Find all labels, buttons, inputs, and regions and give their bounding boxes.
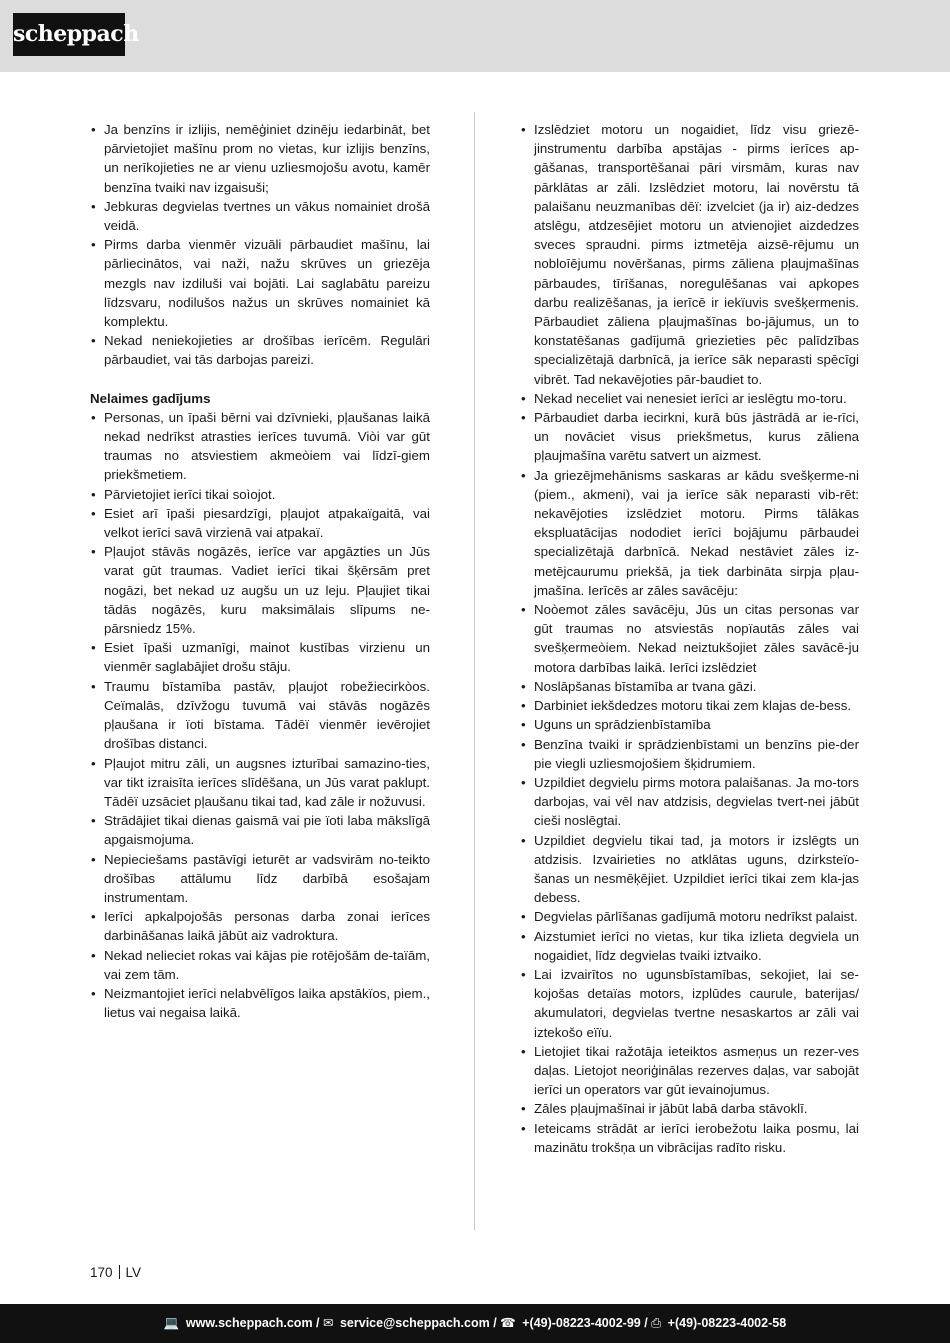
list-item: • Darbiniet iekšdedzes motoru tikai zem klajas de-bess. (520, 696, 859, 715)
page-number (90, 1265, 141, 1280)
computer-icon: 💻 (163, 1316, 180, 1330)
list-item: • Izslēdziet motoru un nogaidiet, līdz visu griezē-jinstrumentu darbība apstājas - pirms ierīces ap-gāšanas, transportēšanai pāri virsmām, kuras nav pārklātas ar zāli. Izslēdziet motoru, lai novērstu tā palaišanu neuzmanības dēï: izvelciet (ja ir) aiz-dedzes atslēgu, atdzesējiet motoru un atvienojiet aizdedzes sveces spraudni. pirms iztmetēja aizsē-rējumu un noblоīējumu novēršanas, pirms zāliena pļaujmašīnas pārbaudes, tīrīšanas, noregulēšanas vai apkopes darbu realizēšanas, ja ierīcē ir iekïuvis svešķermenis. Pārbaudiet zāliena pļaujmašīnas bo-jājumus, un to konstatēšanas gadījumā griezieties pēc palīdzības specializētajā darbnīcā, ja ierīce sāk neparasti spēcīgi vibrēt. Tad nekavējoties pār-baudiet to. (520, 120, 859, 389)
list-item: • Noslāpšanas bīstamība ar tvana gāzi. (520, 677, 859, 696)
list-item: • Uguns un sprādzienbīstamība (520, 715, 859, 734)
list-item: • Pārvietojiet ierīci tikai soìojot. (90, 485, 430, 504)
list-item: • Pārbaudiet darba iecirkni, kurā būs jāstrādā ar ie-rīci, un novāciet visus priekšmetus, kurus zāliena pļaujmašīna varētu satvert un aizmest. (520, 408, 859, 466)
safety-list-top (90, 120, 430, 370)
page-number-value: 170 (90, 1265, 113, 1280)
list-item: • Lietojiet tikai ražotāja ieteiktos asmeņus un rezer-ves daļas. Lietojot neoriģinālas rezerves daļas, var sabojāt ierīci un operators var gūt ievainojumus. (520, 1042, 859, 1100)
page-number-separator (119, 1265, 120, 1279)
list-item: • Benzīna tvaiki ir sprādzienbīstami un benzīns pie-der pie viegli uzliesmojošiem šķidrumiem. (520, 735, 859, 773)
footer-phone: +(49)-08223-4002-99 / (522, 1316, 648, 1330)
left-column (90, 120, 430, 1022)
footer-bar (0, 1304, 950, 1343)
safety-list-right (520, 120, 859, 1157)
list-item: • Nepieciešams pastāvīgi ieturēt ar vadsvirām no-teikto drošības attālumu līdz darbībā esošajam instrumentam. (90, 850, 430, 908)
list-item: • Nekad nelieciet rokas vai kājas pie rotējošām de-taïām, vai zem tām. (90, 946, 430, 984)
list-item: • Aizstumiet ierīci no vietas, kur tika izlieta degviela un nogaidiet, līdz degvielas tvaiki iztvaiko. (520, 927, 859, 965)
footer-website[interactable]: www.scheppach.com / (185, 1316, 320, 1330)
list-item: • Neizmantojiet ierīci nelabvēlīgos laika apstākïos, piem., lietus vai negaisa laikā. (90, 984, 430, 1022)
right-column (520, 120, 859, 1157)
list-item: • Zāles pļaujmašīnai ir jābūt labā darba stāvoklī. (520, 1099, 859, 1118)
list-item: • Pļaujot mitru zāli, un augsnes izturībai samazino-ties, var tikt izraisīta ierīces slīdēšana, un Jūs varat paklupt. Tādēï uzsāciet pļaušanu tikai tad, kad zāle ir nožuvusi. (90, 754, 430, 812)
list-item: • Esiet īpaši uzmanīgi, mainot kustības virzienu un vienmēr saglabājiet drošu stāju. (90, 638, 430, 676)
header-bar (0, 0, 950, 72)
list-item: • Lai izvairītos no ugunsbīstamības, sekojiet, lai se-kojošas detaïas motors, izplūdes caurule, baterijas/ akumulatori, degvielas tvertne nesaskartos ar zāli vai iztekošo eïïu. (520, 965, 859, 1042)
footer-email[interactable]: service@scheppach.com / (339, 1316, 497, 1330)
list-item: • Noòemot zāles savācēju, Jūs un citas personas var gūt traumas no atsviestās nopïautās zāles vai svešķermeòiem. Nekad neiztukšojiet zāles savācē-ju motora darbības laikā. Ierīci izslēdziet (520, 600, 859, 677)
column-divider (474, 112, 475, 1230)
list-item: • Pirms darba vienmēr vizuāli pārbaudiet mašīnu, lai pārliecinātos, vai naži, nažu skrūves un griezēja mezgls nav izdiluši vai bojāti. Lai saglabātu pareizu līdzsvaru, nodilušos nažus un skrūves nomainiet kā komplektu. (90, 235, 430, 331)
list-item: • Uzpildiet degvielu tikai tad, ja motors ir izslēgts un atdzisis. Izvairieties no atklātas uguns, dzirksteïo-šanas un nesmēķējiet. Uzpildiet ierīci tikai zem kla-jas debess. (520, 831, 859, 908)
list-item: • Esiet arī īpaši piesardzīgi, pļaujot atpakaïgaitā, vai velkot ierīci savā virzienā vai atpakaï. (90, 504, 430, 542)
page-language: LV (125, 1265, 142, 1280)
mail-icon: ✉ (323, 1316, 334, 1330)
footer-fax: +(49)-08223-4002-58 (667, 1316, 787, 1330)
list-item: • Traumu bīstamība pastāv, pļaujot robežiecirkòos. Ceïmalās, dzīvžogu tuvumā vai stāvās nogāzēs pļaušana ir ïoti bīstama. Tādēï vienmēr ievērojiet drošības distanci. (90, 677, 430, 754)
list-item: • Pļaujot stāvās nogāzēs, ierīce var apgāzties un Jūs varat gūt traumas. Vadiet ierīci tikai šķērsām pret nogāzi, bet nekad uz augšu un uz leju. Pļaujiet tikai tādās nogāzēs, kuru maksimālais slīpums ne-pārsniedz 15%. (90, 542, 430, 638)
list-item: • Uzpildiet degvielu pirms motora palaišanas. Ja mo-tors darbojas, vai vēl nav atdzisis, degvielas tvert-nei jābūt cieši noslēgtai. (520, 773, 859, 831)
safety-list-accident (90, 408, 430, 1023)
list-item: • Ierīci apkalpojošās personas darba zonai ierīces darbināšanas laikā jābūt aiz vadrokturа. (90, 907, 430, 945)
phone-icon: ☎ (500, 1316, 516, 1330)
list-item: • Nekad neceliet vai nenesiet ierīci ar ieslēgtu mo-toru. (520, 389, 859, 408)
list-item: • Ieteicams strādāt ar ierīci ierobežotu laika posmu, lai mazinātu trokšņa un vibrācijas radīto risku. (520, 1119, 859, 1157)
fax-icon: ⎙ (651, 1316, 662, 1330)
list-item: • Personas, un īpaši bērni vai dzīvnieki, pļaušanas laikā nekad nedrīkst atrasties ierīces tuvumā. Viòi var gūt traumas no atsviestiem akmeòiem vai līdzī-giem priekšmetiem. (90, 408, 430, 485)
list-item: • Ja griezējmehānisms saskaras ar kādu svešķerme-ni (piem., akmeni), vai ja ierīce sāk neparasti vib-rēt: nekavējoties izslēdziet motoru. Pirms tālākas ekspluatācijas nododiet ierīci bojājumu pārbaudei specializētajā darbnīcā. Nekad nestāviet zāles iz-metējcaurumu priekšā, ja tiek darbināta sirpja pļau-jmašīna. Ierīcēs ar zāles savācēju: (520, 466, 859, 600)
list-item: • Nekad neniekojieties ar drošības ierīcēm. Regulāri pārbaudiet, vai tās darbojas pareizi. (90, 331, 430, 369)
list-item: • Jebkuras degvielas tvertnes un vākus nomainiet drošā veidā. (90, 197, 430, 235)
brand-logo: scheppach (13, 13, 125, 56)
list-item: • Ja benzīns ir izlijis, nemēģiniet dzinēju iedarbināt, bet pārvietojiet mašīnu prom no vietas, kur izlijis benzīns, un nerīkojieties ne ar vienu uzliesmojošu avotu, kamēr benzīna tvaiki nav izgaisuši; (90, 120, 430, 197)
list-item: • Degvielas pārlīšanas gadījumā motoru nedrīkst palaist. (520, 907, 859, 926)
list-item: • Strādājiet tikai dienas gaismā vai pie ïoti laba mākslīgā apgaismojuma. (90, 811, 430, 849)
section-heading: Nelaimes gadījums (90, 390, 211, 406)
